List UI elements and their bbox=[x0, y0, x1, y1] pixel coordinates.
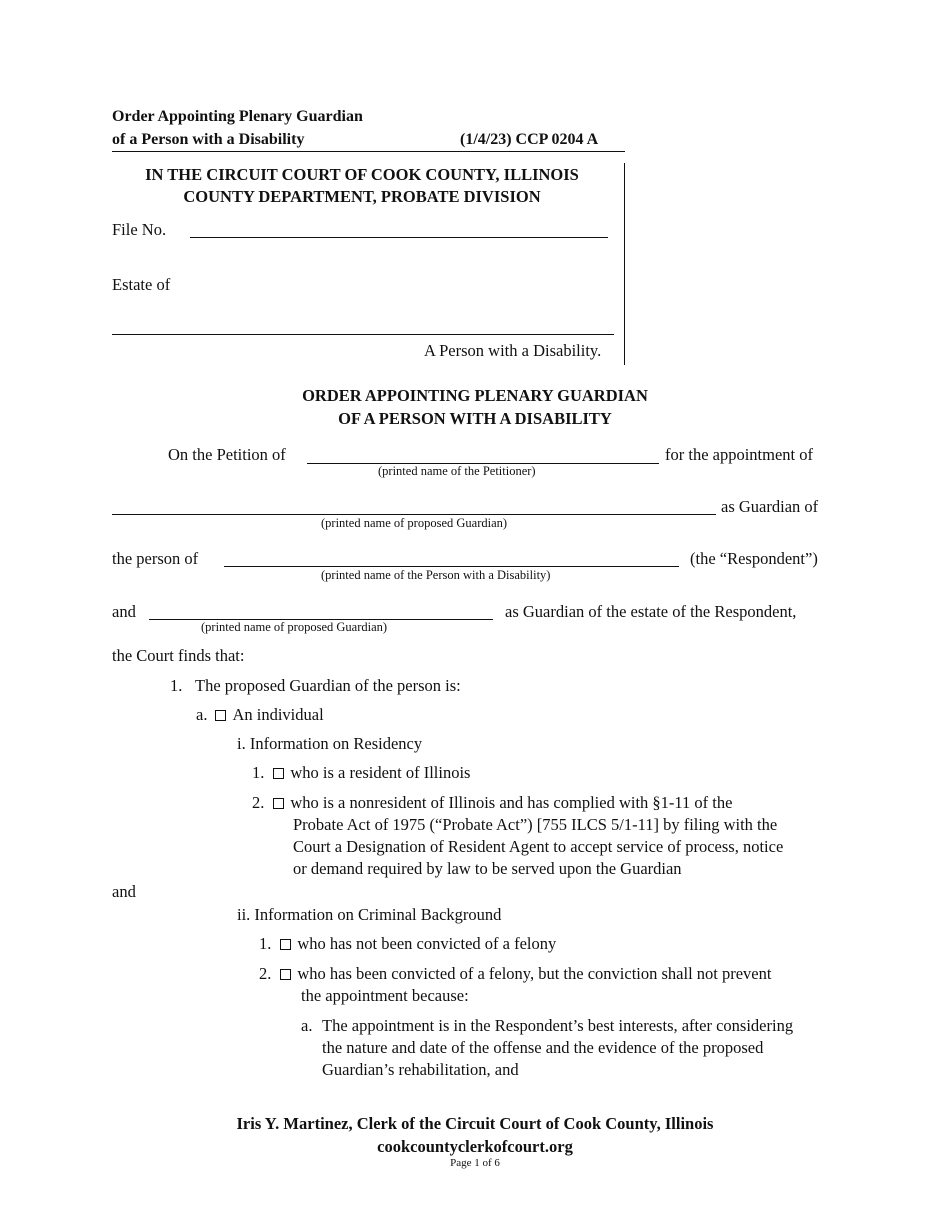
criminal-option-2-line2: the appointment because: bbox=[301, 986, 469, 1005]
criminal-option-1-number: 1. bbox=[259, 934, 272, 953]
criminal-option-2a-number: a. bbox=[301, 1016, 313, 1035]
residency-option-2-line2: Probate Act of 1975 (“Probate Act”) [755 ILCS 5/1-11] by filing with the bbox=[293, 815, 778, 834]
item1-number: 1. bbox=[170, 676, 183, 695]
clerk-footer: Iris Y. Martinez, Clerk of the Circuit Court of Cook County, Illinois bbox=[236, 1114, 714, 1133]
individual-checkbox[interactable] bbox=[215, 710, 226, 721]
file-no-field[interactable] bbox=[190, 237, 608, 238]
order-title-line1: ORDER APPOINTING PLENARY GUARDIAN bbox=[302, 386, 648, 405]
as-guardian-estate-label: as Guardian of the estate of the Respondent, bbox=[505, 602, 797, 621]
nonresident-checkbox[interactable] bbox=[273, 798, 284, 809]
item-a-text: An individual bbox=[232, 705, 324, 724]
court-finds-label: the Court finds that: bbox=[112, 646, 245, 665]
on-petition-label: On the Petition of bbox=[168, 445, 286, 464]
item1-text: The proposed Guardian of the person is: bbox=[195, 676, 461, 695]
estate-guardian-caption: (printed name of proposed Guardian) bbox=[201, 620, 388, 634]
form-title-line1: Order Appointing Plenary Guardian bbox=[112, 108, 363, 125]
file-no-label: File No. bbox=[112, 220, 167, 239]
guardian-caption: (printed name of proposed Guardian) bbox=[321, 516, 508, 530]
court-line1: IN THE CIRCUIT COURT OF COOK COUNTY, ILLINOIS bbox=[145, 165, 579, 184]
form-code: (1/4/23) CCP 0204 A bbox=[460, 131, 599, 148]
guardian-name-field[interactable] bbox=[112, 514, 716, 515]
court-line2: COUNTY DEPARTMENT, PROBATE DIVISION bbox=[183, 187, 541, 206]
person-with-disability-label: A Person with a Disability. bbox=[424, 341, 602, 360]
petitioner-caption: (printed name of the Petitioner) bbox=[378, 464, 536, 478]
residency-option-1-number: 1. bbox=[252, 763, 265, 782]
residency-option-2-line3: Court a Designation of Resident Agent to accept service of process, notice bbox=[293, 837, 784, 856]
respondent-label: (the “Respondent”) bbox=[690, 549, 818, 568]
criminal-option-2a-line3: Guardian’s rehabilitation, and bbox=[322, 1060, 519, 1079]
criminal-option-2-line1: who has been convicted of a felony, but the conviction shall not prevent bbox=[297, 964, 772, 983]
respondent-name-field[interactable] bbox=[224, 566, 679, 567]
residency-option-2-number: 2. bbox=[252, 793, 265, 812]
header-rule bbox=[112, 151, 625, 152]
residency-option-2-line4: or demand required by law to be served upon the Guardian bbox=[293, 859, 682, 878]
form-title-line2: of a Person with a Disability bbox=[112, 131, 305, 148]
website-footer: cookcountyclerkofcourt.org bbox=[377, 1137, 573, 1156]
criminal-option-1-text: who has not been convicted of a felony bbox=[297, 934, 557, 953]
criminal-background-heading: ii. Information on Criminal Background bbox=[237, 905, 502, 924]
for-appointment-label: for the appointment of bbox=[665, 445, 814, 464]
item-a bbox=[196, 705, 324, 725]
and-connector: and bbox=[112, 882, 136, 901]
respondent-caption: (printed name of the Person with a Disability) bbox=[321, 568, 551, 582]
felony-checkbox[interactable] bbox=[280, 969, 291, 980]
resident-checkbox[interactable] bbox=[273, 768, 284, 779]
residency-option-1-text: who is a resident of Illinois bbox=[290, 763, 471, 782]
residency-heading: i. Information on Residency bbox=[237, 734, 423, 753]
estate-of-label: Estate of bbox=[112, 275, 171, 294]
criminal-option-1 bbox=[259, 934, 556, 954]
as-guardian-of-label: as Guardian of bbox=[721, 497, 819, 516]
criminal-option-2a-line2: the nature and date of the offense and the evidence of the proposed bbox=[322, 1038, 764, 1057]
residency-option-2 bbox=[252, 793, 732, 813]
criminal-option-2-number: 2. bbox=[259, 964, 272, 983]
criminal-option-2a-line1: The appointment is in the Respondent’s best interests, after considering bbox=[322, 1016, 794, 1035]
no-felony-checkbox[interactable] bbox=[280, 939, 291, 950]
caption-vertical-rule bbox=[624, 163, 625, 365]
item-a-number: a. bbox=[196, 705, 208, 724]
person-of-label: the person of bbox=[112, 549, 199, 568]
residency-option-2-line1: who is a nonresident of Illinois and has complied with §1-11 of the bbox=[290, 793, 733, 812]
and-label: and bbox=[112, 602, 136, 621]
criminal-option-2 bbox=[259, 964, 771, 984]
page-number: Page 1 of 6 bbox=[450, 1157, 500, 1169]
residency-option-1 bbox=[252, 763, 470, 783]
order-title-line2: OF A PERSON WITH A DISABILITY bbox=[338, 409, 612, 428]
estate-name-field[interactable] bbox=[112, 334, 614, 335]
